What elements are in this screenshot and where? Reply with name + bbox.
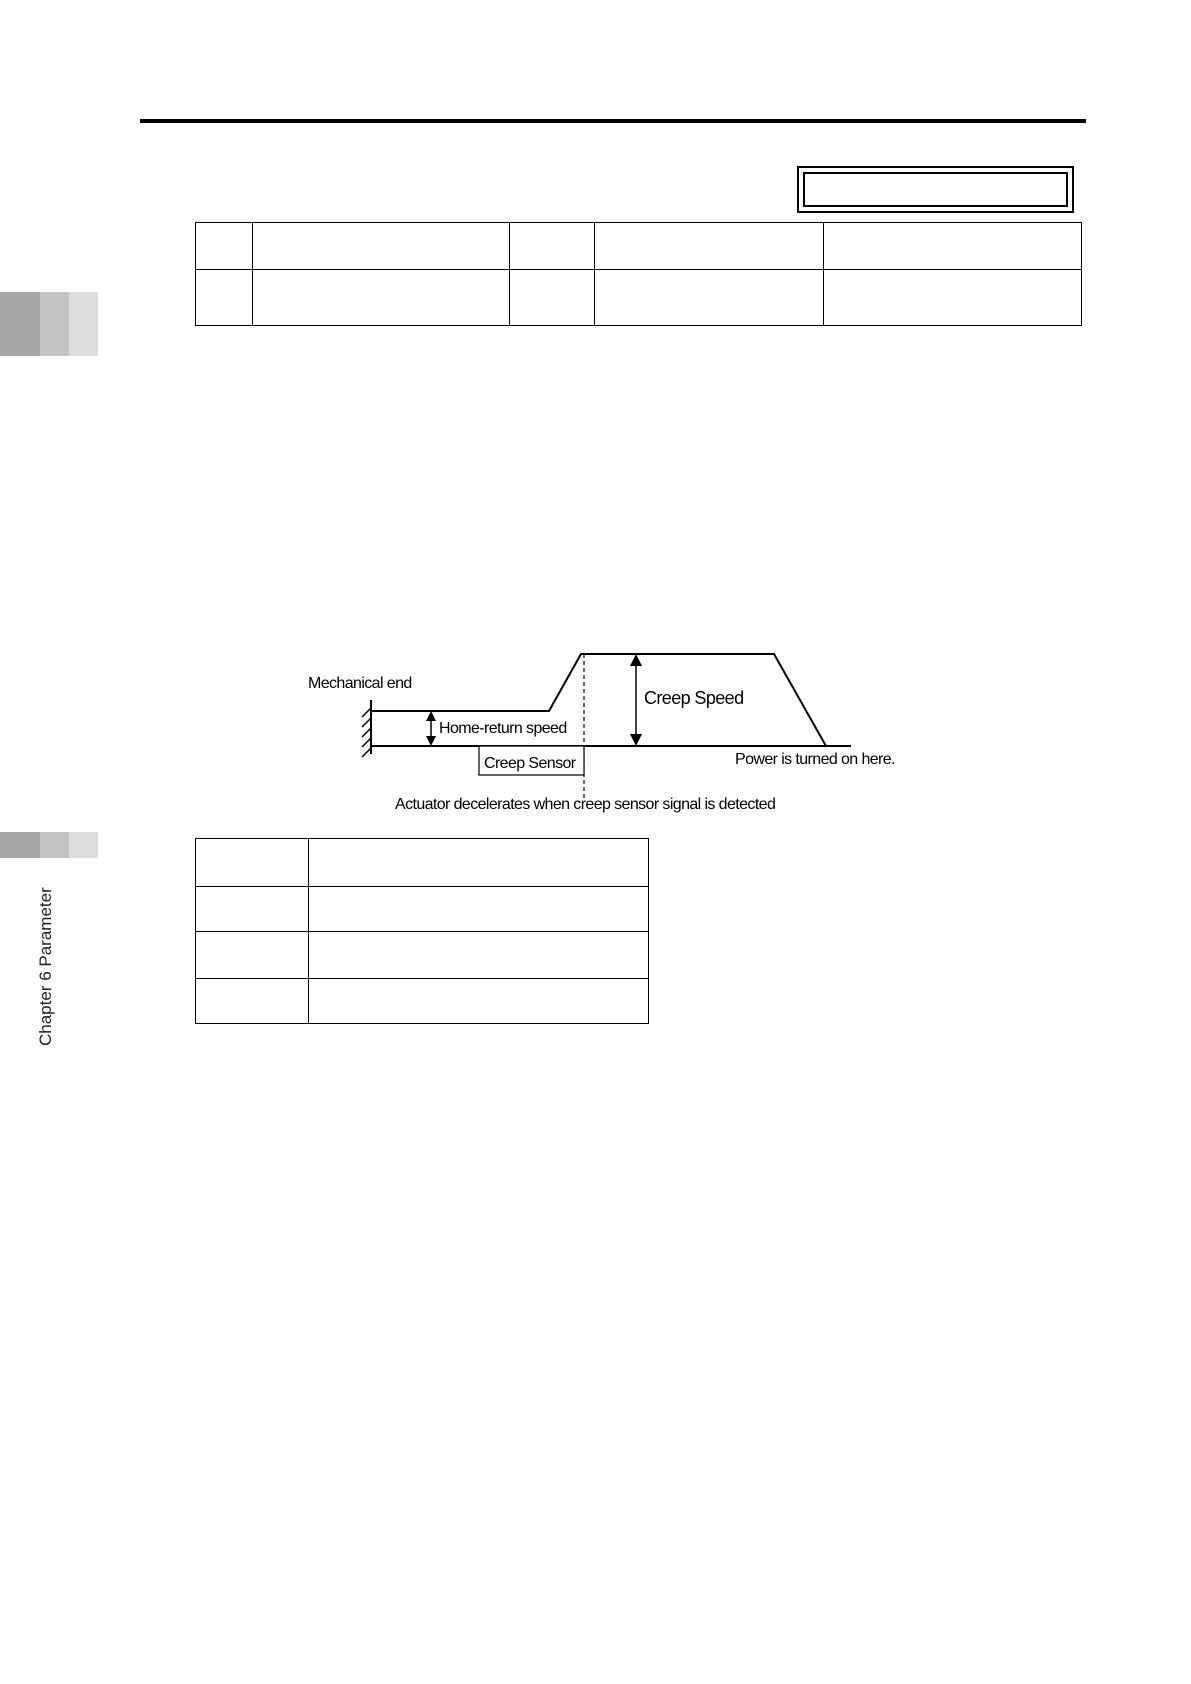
parameter-table-cell	[824, 223, 1082, 270]
power-on-label: Power is turned on here.	[735, 751, 895, 768]
creep-speed-label: Creep Speed	[644, 688, 744, 708]
parameter-table-cell	[510, 270, 595, 326]
chapter-tab-block-mid	[40, 832, 69, 858]
setting-table-row	[196, 932, 649, 979]
setting-table-cell	[196, 839, 309, 887]
parameter-name-frame-inner	[803, 172, 1068, 207]
setting-table-cell	[309, 932, 649, 979]
parameter-table-header-row	[196, 223, 1082, 270]
parameter-table-cell	[595, 223, 824, 270]
chapter-tab-block-dark	[0, 292, 40, 356]
parameter-table-cell	[196, 270, 253, 326]
setting-table-cell	[196, 979, 309, 1024]
chapter-tab-block-light	[69, 832, 98, 858]
creep-speed-arrow	[630, 654, 642, 746]
diagram-caption: Actuator decelerates when creep sensor signal is detected	[395, 796, 776, 813]
parameter-table-row	[196, 270, 1082, 326]
parameter-name-frame	[797, 166, 1074, 213]
setting-table	[195, 838, 649, 1024]
parameter-table-cell	[253, 223, 510, 270]
parameter-table-cell	[253, 270, 510, 326]
parameter-table-cell	[510, 223, 595, 270]
chapter-tab-block-light	[69, 292, 98, 356]
home-return-speed-label: Home-return speed	[439, 720, 567, 737]
creep-sensor-label: Creep Sensor	[484, 755, 576, 772]
header-rule	[140, 119, 1086, 123]
chapter-label: Chapter 6 Parameter	[36, 887, 55, 1046]
setting-table-cell	[309, 839, 649, 887]
home-return-speed-arrow	[426, 711, 436, 746]
home-return-diagram	[300, 645, 940, 820]
chapter-tab-block-mid	[40, 292, 69, 356]
setting-table-cell	[309, 979, 649, 1024]
mechanical-end-label: Mechanical end	[308, 675, 412, 692]
setting-table-cell	[309, 887, 649, 932]
setting-table-cell	[196, 887, 309, 932]
parameter-table-cell	[595, 270, 824, 326]
setting-table-cell	[196, 932, 309, 979]
parameter-table	[195, 222, 1082, 326]
parameter-table-cell	[824, 270, 1082, 326]
parameter-table-cell	[196, 223, 253, 270]
setting-table-row	[196, 887, 649, 932]
chapter-tab-block-dark	[0, 832, 40, 858]
mechanical-end-wall	[362, 700, 371, 757]
setting-table-row	[196, 979, 649, 1024]
setting-table-header-row	[196, 839, 649, 887]
